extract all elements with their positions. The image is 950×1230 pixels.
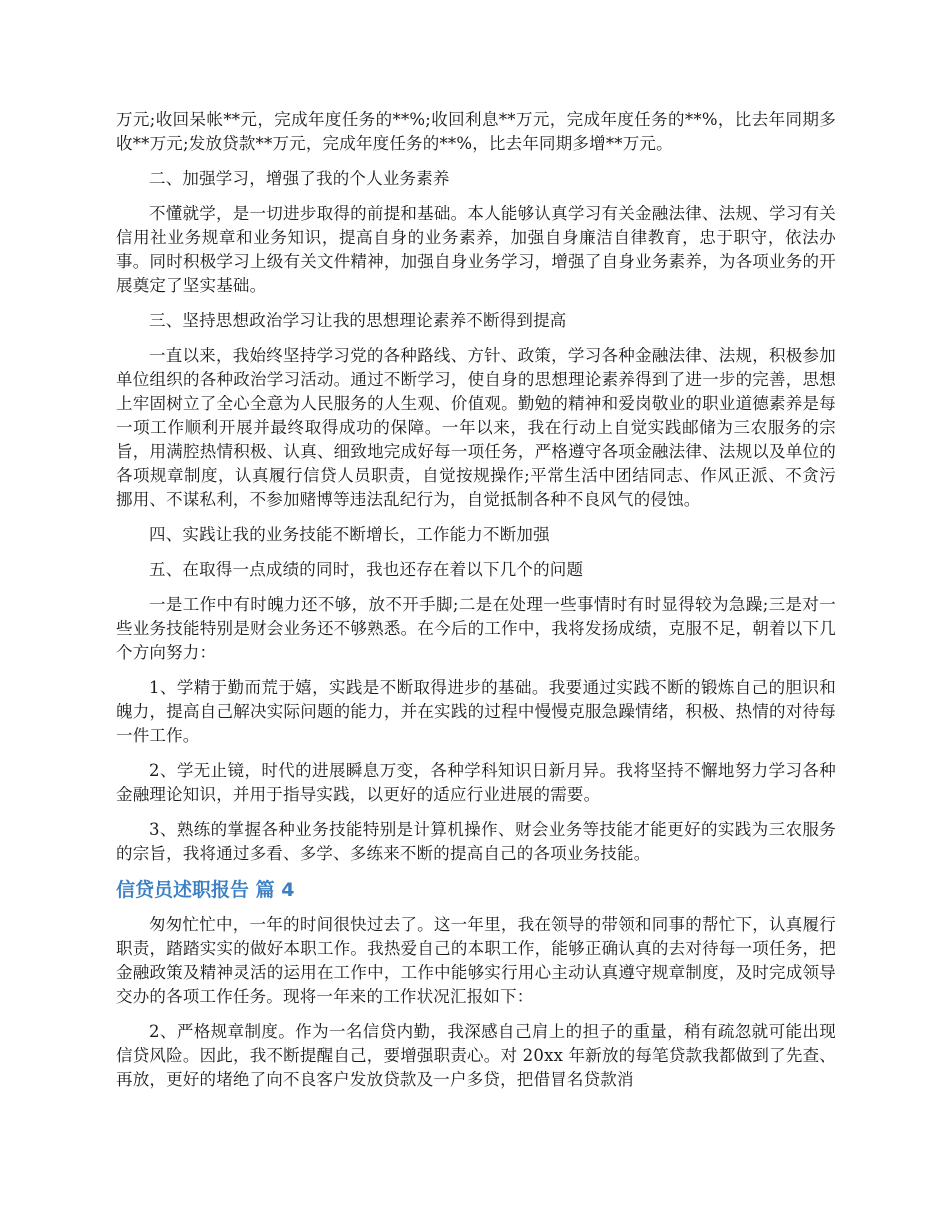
paragraph-3: 不懂就学，是一切进步取得的前提和基础。本人能够认真学习有关金融法律、法规、学习有关信用社业务规章和业务知识，提高自身的业务素养，加强自身廉洁自律教育，忠于职守，依法办事。同时积极学习上级有关文件精神，加强自身业务学习，增强了自身业务素养，为各项业务的开展奠定了坚实基础。: [116, 204, 836, 295]
paragraph-5: 一直以来，我始终坚持学习党的各种路线、方针、政策，学习各种金融法律、法规，积极参加单位组织的各种政治学习活动。通过不断学习，使自身的思想理论素养得到了进一步的完善，思想上牢固树立了全心全意为人民服务的人生观、价值观。勤勉的精神和爱岗敬业的职业道德素养是每一项工作顺利开展并最终取得成功的保障。一年以来，我在行动上自觉实践邮储为三农服务的宗旨，用满腔热情积极、认真、细致地完成好每一项任务，严格遵守各项金融法律、法规以及单位的各项规章制度，认真履行信贷人员职责，自觉按规操作;平常生活中团结同志、作风正派、不贪污挪用、不谋私利，不参加赌博等违法乱纪行为，自觉抵制各种不良风气的侵蚀。: [116, 346, 836, 509]
document-page: [116, 108, 836, 1103]
paragraph-1: 万元;收回呆帐**元，完成年度任务的**%;收回利息**万元，完成年度任务的**%，比去年同期多收**万元;发放贷款**万元，完成年度任务的**%，比去年同期多增**万元。: [116, 110, 836, 153]
paragraph-4-heading: 三、坚持思想政治学习让我的思想理论素养不断得到提高: [149, 311, 567, 330]
paragraph-2-heading: 二、加强学习，增强了我的个人业务素养: [149, 169, 450, 188]
paragraph-12: 匆匆忙忙中，一年的时间很快过去了。这一年里，我在领导的带领和同事的帮忙下，认真履行职责，踏踏实实的做好本职工作。我热爱自己的本职工作，能够正确认真的去对待每一项任务，把金融政策及精神灵活的运用在工作中，工作中能够实行用心主动认真遵守规章制度，及时完成领导交办的各项工作任务。现将一年来的工作状况汇报如下：: [116, 915, 836, 1006]
paragraph-11: 3、熟练的掌握各种业务技能特别是计算机操作、财会业务等技能才能更好的实践为三农服务的宗旨，我将通过多看、多学、多练来不断的提高自己的各项业务技能。: [116, 820, 836, 863]
paragraph-10: 2、学无止镜，时代的进展瞬息万变，各种学科知识日新月异。我将坚持不懈地努力学习各种金融理论知识，并用于指导实践，以更好的适应行业进展的需要。: [116, 761, 836, 804]
paragraph-6-heading: 四、实践让我的业务技能不断增长，工作能力不断加强: [149, 525, 550, 544]
paragraph-9: 1、学精于勤而荒于嬉，实践是不断取得进步的基础。我要通过实践不断的锻炼自己的胆识和魄力，提高自己解决实际问题的能力，并在实践的过程中慢慢克服急躁情绪，积极、热情的对待每一件工作。: [116, 678, 836, 745]
section-heading: 信贷员述职报告 篇 4: [116, 879, 295, 901]
paragraph-7-heading: 五、在取得一点成绩的同时，我也还存在着以下几个的问题: [149, 560, 584, 579]
paragraph-8: 一是工作中有时魄力还不够，放不开手脚;二是在处理一些事情时有时显得较为急躁;三是对一些业务技能特别是财会业务还不够熟悉。在今后的工作中，我将发扬成绩，克服不足，朝着以下几个方向努力：: [116, 595, 836, 662]
paragraph-13: 2、严格规章制度。作为一名信贷内勤，我深感自己肩上的担子的重量，稍有疏忽就可能出现信贷风险。因此，我不断提醒自己，要增强职责心。对 20xx 年新放的每笔贷款我都做到了先查、再放，更好的堵绝了向不良客户发放贷款及一户多贷，把借冒名贷款消: [116, 1022, 836, 1089]
